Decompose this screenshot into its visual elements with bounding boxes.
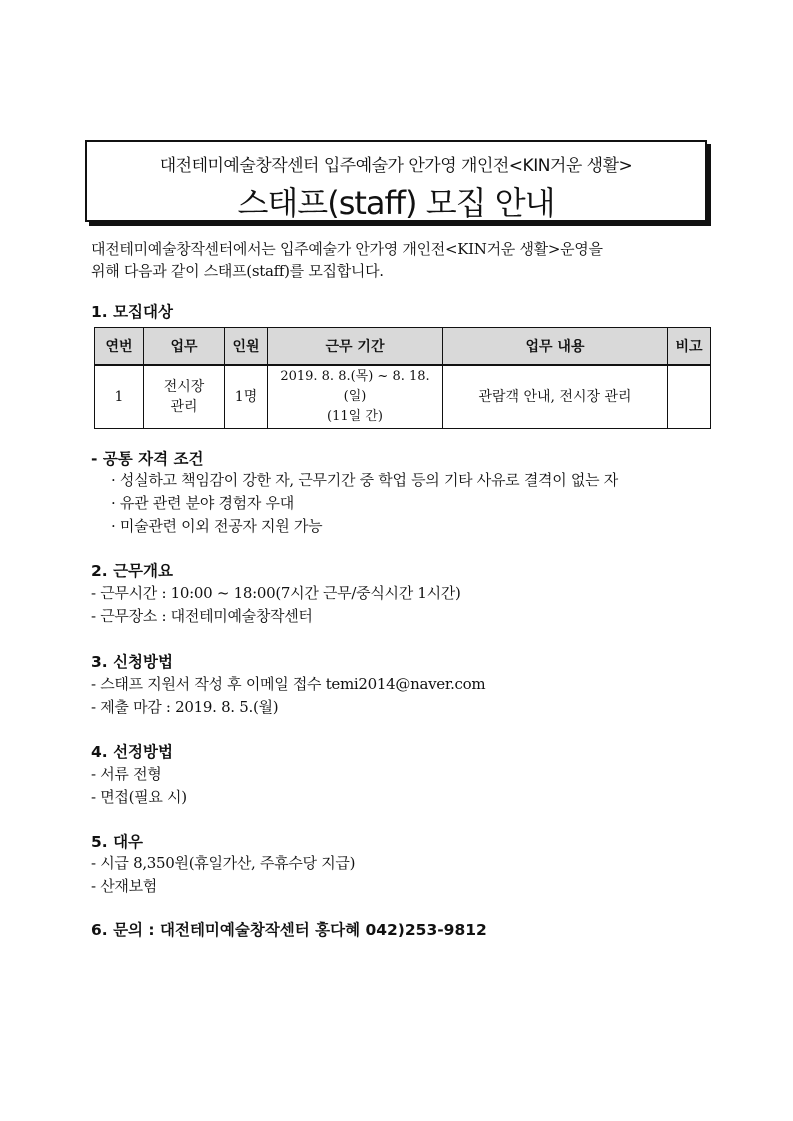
work-line: - 근무시간 : 10:00 ~ 18:00(7시간 근무/중식시간 1시간)	[91, 584, 461, 602]
cell-task-line: 관리	[170, 399, 198, 415]
compensation-line: - 시급 8,350원(휴일가산, 주휴수당 지급)	[91, 854, 356, 872]
contact-info: 6. 문의 : 대전테미예술창작센터 홍다혜 042)253-9812	[91, 921, 487, 939]
selection-line: - 면접(필요 시)	[91, 788, 187, 806]
cell-no: 1	[95, 365, 144, 429]
work-line: - 근무장소 : 대전테미예술창작센터	[91, 607, 313, 625]
apply-line: - 스태프 지원서 작성 후 이메일 접수 temi2014@naver.com	[91, 675, 486, 693]
cell-content: 관람객 안내, 전시장 관리	[443, 365, 668, 429]
table-header-row	[95, 328, 711, 366]
section-heading-selection: 4. 선정방법	[91, 743, 173, 761]
cell-count: 1명	[225, 365, 268, 429]
column-header: 비고	[668, 328, 711, 366]
cell-period	[268, 365, 443, 429]
intro-paragraph	[91, 238, 711, 282]
column-header: 업무 내용	[443, 328, 668, 366]
intro-line: 대전테미예술창작센터에서는 입주예술가 안가영 개인전<KIN거운 생활>운영을	[91, 240, 603, 258]
recruitment-table	[94, 327, 711, 429]
section-heading-compensation: 5. 대우	[91, 833, 144, 851]
column-header: 근무 기간	[268, 328, 443, 366]
column-header: 연번	[95, 328, 144, 366]
cell-period-line: 2019. 8. 8.(목) ~ 8. 18.(일)	[280, 369, 430, 404]
section-heading-work: 2. 근무개요	[91, 562, 173, 580]
intro-line: 위해 다음과 같이 스태프(staff)를 모집합니다.	[91, 262, 384, 280]
column-header: 인원	[225, 328, 268, 366]
column-header: 업무	[144, 328, 225, 366]
compensation-line: - 산재보험	[91, 877, 157, 895]
qualification-item: · 미술관련 이외 전공자 지원 가능	[111, 517, 323, 535]
section-heading-apply: 3. 신청방법	[91, 653, 173, 671]
qualification-item: · 성실하고 책임감이 강한 자, 근무기간 중 학업 등의 기타 사유로 결격이 없는 자	[111, 471, 618, 489]
apply-line: - 제출 마감 : 2019. 8. 5.(월)	[91, 698, 279, 716]
selection-line: - 서류 전형	[91, 765, 162, 783]
table-row	[95, 365, 711, 429]
qualifications-heading: - 공통 자격 조건	[91, 450, 204, 468]
section-heading-recruitment: 1. 모집대상	[91, 303, 173, 321]
qualification-item: · 유관 관련 분야 경험자 우대	[111, 494, 294, 512]
document-title: 스태프(staff) 모집 안내	[237, 184, 555, 222]
cell-task-line: 전시장	[163, 379, 205, 395]
document-subtitle: 대전테미예술창작센터 입주예술가 안가영 개인전<KIN거운 생활>	[159, 156, 633, 176]
cell-note	[668, 365, 711, 429]
cell-task	[144, 365, 225, 429]
cell-period-line: (11일 간)	[327, 409, 383, 424]
title-box	[85, 140, 707, 222]
